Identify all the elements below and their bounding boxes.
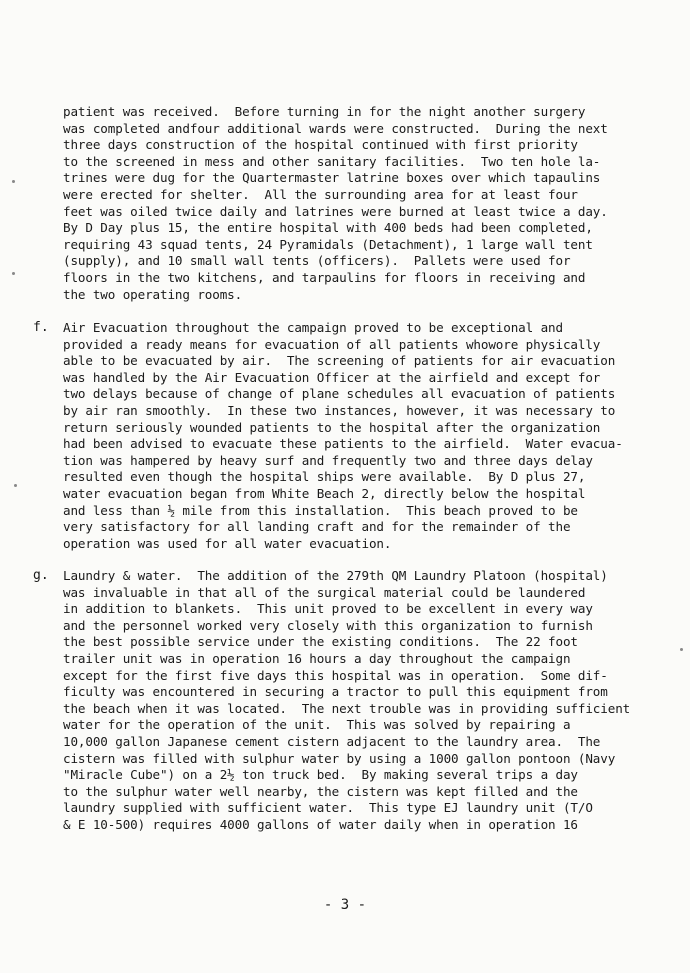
intro-paragraph [63,104,608,303]
scan-speck [680,648,683,651]
text-line: feet was oiled twice daily and latrines were burned at least twice a day. [63,203,608,219]
section-f-paragraph [63,320,623,552]
text-line: three days construction of the hospital continued with first priority [63,137,578,153]
text-line: two delays because of change of plane schedules all evacuation of patients [63,386,616,402]
section-g-paragraph [63,568,630,834]
text-line: the best possible service under the existing conditions. The 22 foot [63,634,578,650]
text-line: requiring 43 squad tents, 24 Pyramidals (Detachment), 1 large wall tent [63,236,593,252]
text-line: very satisfactory for all landing craft and for the remainder of the [63,519,571,535]
text-line: the beach when it was located. The next trouble was in providing sufficient [63,700,631,716]
page-number: - 3 - [323,897,367,913]
text-line: were erected for shelter. All the surrounding area for at least four [63,186,578,202]
text-line: to the screened in mess and other sanitary facilities. Two ten hole la- [63,153,601,169]
text-line: 10,000 gallon Japanese cement cistern adjacent to the laundry area. The [63,733,601,749]
scan-speck [12,272,15,275]
text-line: & E 10-500) requires 4000 gallons of water daily when in operation 16 [63,816,578,832]
text-line: trines were dug for the Quartermaster latrine boxes over which tapaulins [63,170,601,186]
text-line: able to be evacuated by air. The screening of patients for air evacuation [63,353,616,369]
text-line: by air ran smoothly. In these two instances, however, it was necessary to [63,402,616,418]
text-line: water evacuation began from White Beach 2, directly below the hospital [63,485,586,501]
text-line: except for the first five days this hospital was in operation. Some dif- [63,667,608,683]
text-line: and the personnel worked very closely with this organization to furnish [63,617,593,633]
text-line: in addition to blankets. This unit proved to be excellent in every way [63,601,593,617]
text-line: was handled by the Air Evacuation Officer at the airfield and except for [63,369,601,385]
text-line: tion was hampered by heavy surf and frequently two and three days delay [63,452,593,468]
text-line: patient was received. Before turning in for the night another surgery [63,104,586,119]
section-f-marker: f. [33,320,49,335]
text-line: "Miracle Cube") on a 2½ ton truck bed. By making several trips a day [63,767,578,783]
text-line: (supply), and 10 small wall tents (officers). Pallets were used for [63,253,571,269]
text-line: was invaluable in that all of the surgical material could be laundered [63,584,586,600]
text-line: floors in the two kitchens, and tarpaulins for floors in receiving and [63,269,586,285]
text-line: to the sulphur water well nearby, the cistern was kept filled and the [63,783,578,799]
text-line: return seriously wounded patients to the hospital after the organization [63,419,601,435]
text-line: Laundry & water. The addition of the 279th QM Laundry Platoon (hospital) [63,568,608,583]
text-line: resulted even though the hospital ships were available. By D plus 27, [63,469,586,485]
text-line: Air Evacuation throughout the campaign proved to be exceptional and [63,320,563,335]
scan-speck [12,180,15,183]
text-line: the two operating rooms. [63,286,243,302]
text-line: cistern was filled with sulphur water by using a 1000 gallon pontoon (Navy [63,750,616,766]
text-line: water for the operation of the unit. This was solved by repairing a [63,717,571,733]
text-line: trailer unit was in operation 16 hours a day throughout the campaign [63,650,571,666]
text-line: ficulty was encountered in securing a tractor to pull this equipment from [63,684,608,700]
scan-speck [14,484,17,487]
section-g-marker: g. [33,568,49,583]
text-line: laundry supplied with sufficient water. This type EJ laundry unit (T/O [63,800,593,816]
text-line: By D Day plus 15, the entire hospital with 400 beds had been completed, [63,220,593,236]
text-line: and less than ½ mile from this installation. This beach proved to be [63,502,578,518]
text-line: was completed andfour additional wards were constructed. During the next [63,120,608,136]
text-line: provided a ready means for evacuation of all patients whowore physically [63,336,601,352]
text-line: operation was used for all water evacuation. [63,535,392,551]
text-line: had been advised to evacuate these patients to the airfield. Water evacua- [63,436,623,452]
